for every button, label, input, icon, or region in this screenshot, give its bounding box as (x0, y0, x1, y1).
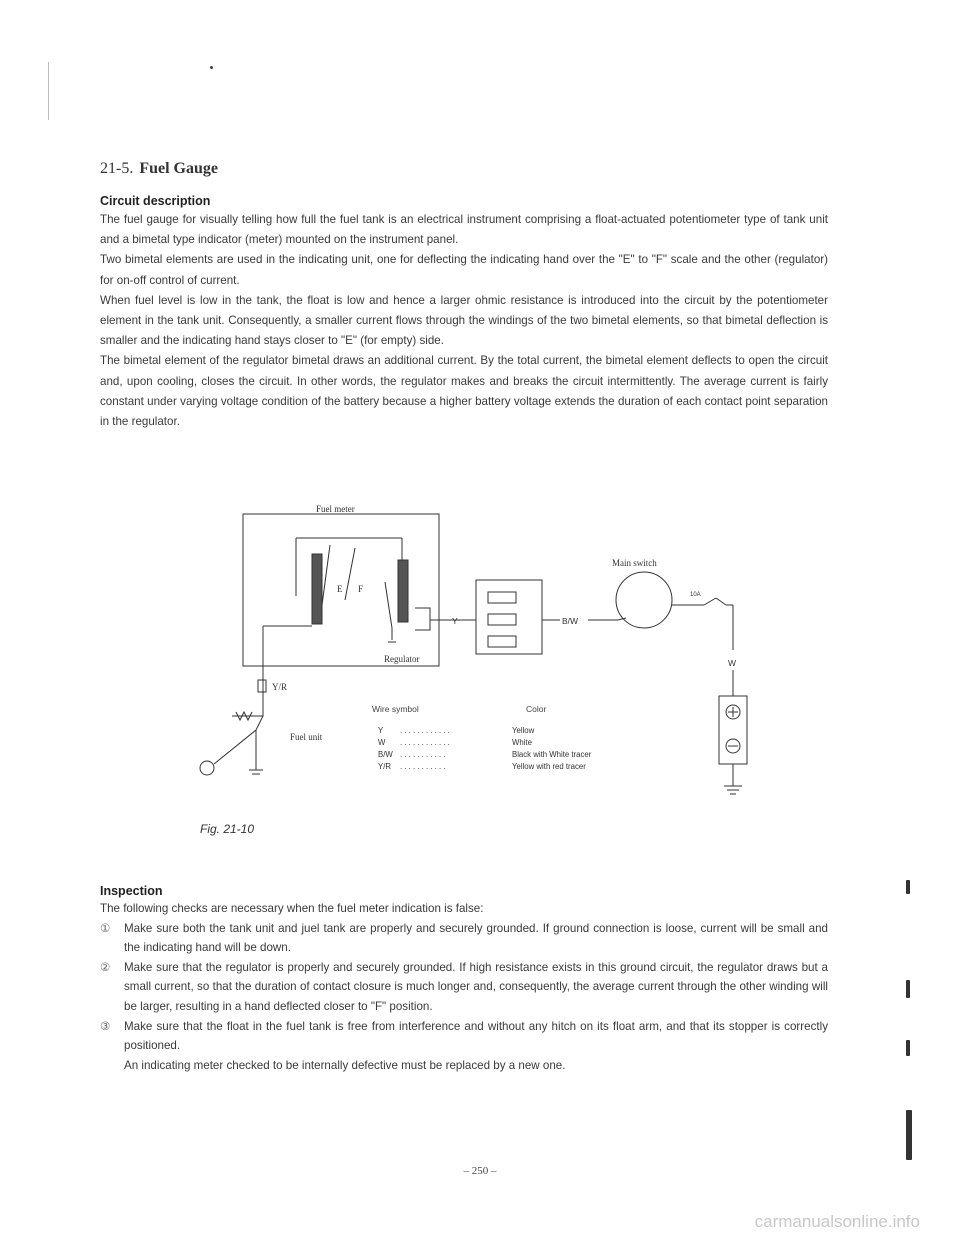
wire-w-label: W (728, 658, 737, 668)
legend-leader: . . . . . . . . . . . (400, 750, 446, 759)
inspection-body (100, 899, 828, 1075)
legend-color: Yellow (512, 726, 535, 735)
scale-f-label: F (358, 584, 364, 594)
item-text: Make sure both the tank unit and juel tank are properly and securely grounded. If ground connection is loose, current will be small and the indicating hand will be down. (124, 921, 828, 955)
main-switch-label: Main switch (612, 558, 657, 568)
regulator-label: Regulator (384, 654, 420, 664)
fuse-1 (488, 592, 516, 603)
item-text: Make sure that the float in the fuel tank is free from interference and without any hitch on its float arm, and that its stopper is correctly positioned. (124, 1019, 828, 1053)
legend-leader: . . . . . . . . . . . . (400, 726, 450, 735)
circuit-paragraph: When fuel level is low in the tank, the float is low and hence a larger ohmic resistance is introduced into the circuit by the potentiometer element in the tank unit. Consequently, a smaller current flows through the windings of the two bimetal elements, so that bimetal deflection is smaller and the indicating hand stays closer to "E" (for empty) side. (100, 293, 828, 348)
legend-leader: . . . . . . . . . . . (400, 762, 446, 771)
inspection-closing: An indicating meter checked to be internally defective must be replaced by a new one. (124, 1058, 566, 1072)
item-marker: ① (100, 921, 111, 935)
wire-bw-label: B/W (562, 616, 579, 626)
section-number: 21-5. (100, 160, 134, 177)
fuse-rating-label: 10A (690, 592, 701, 598)
legend-symbol: W (378, 738, 386, 747)
legend-leader: . . . . . . . . . . . . (400, 738, 450, 747)
circuit-paragraph: The bimetal element of the regulator bimetal draws an additional current. By the total current, the bimetal element deflects to open the circuit and, upon cooling, closes the circuit. In other words, the regulator makes and breaks the circuit intermittently. The average current is fairly constant under varying voltage condition of the battery because a higher battery voltage extends the duration of each contact point separation in the regulator. (100, 354, 828, 429)
inspection-item (100, 919, 828, 958)
legend-color: White (512, 738, 532, 747)
figure-caption: Fig. 21-10 (200, 822, 255, 836)
gauge-needle (322, 545, 330, 605)
fuel-meter-label: Fuel meter (316, 504, 355, 514)
fuse-2 (488, 614, 516, 625)
wire-yr-label: Y/R (272, 682, 288, 692)
item-marker: ③ (100, 1019, 111, 1033)
legend-header-symbol: Wire symbol (372, 704, 419, 714)
circuit-paragraph: Two bimetal elements are used in the indicating unit, one for deflecting the indicating hand over the "E" to "F" scale and the other (regulator) for on-off control of current. (100, 253, 828, 287)
inspection-intro: The following checks are necessary when the fuel meter indication is false: (100, 902, 484, 915)
gauge-bimetal-coil (312, 554, 322, 624)
legend-color: Black with White tracer (512, 750, 592, 759)
wire-y-label: Y (452, 616, 458, 626)
section-title-text: Fuel Gauge (139, 160, 218, 177)
fuel-float (200, 761, 214, 775)
circuit-description-heading: Circuit description (100, 194, 211, 208)
legend-symbol: B/W (378, 750, 393, 759)
fuse-box (476, 580, 542, 654)
battery (719, 696, 747, 764)
item-marker: ② (100, 960, 111, 974)
scan-edge-mark (906, 1110, 912, 1160)
item-text: Make sure that the regulator is properly and securely grounded. If high resistance exists in this ground circuit, the regulator draws but a small current, so that the duration of contact closure is much longer and, consequently, the average current through the other winding will be larger, resulting in a hand deflected closer to "F" position. (124, 960, 828, 1013)
scan-edge-mark (906, 1040, 910, 1056)
page-number: – 250 – (463, 1165, 497, 1177)
watermark-text: carmanualsonline.info (754, 1212, 920, 1231)
fuel-unit-label: Fuel unit (290, 732, 323, 742)
legend-header-color: Color (526, 704, 547, 714)
regulator-bimetal-coil (398, 560, 408, 622)
legend-symbol: Y (378, 726, 384, 735)
main-switch-circle (616, 572, 672, 628)
inspection-heading: Inspection (100, 884, 163, 898)
legend-symbol: Y/R (378, 762, 391, 771)
scale-e-label: E (337, 584, 343, 594)
scan-edge-mark (906, 980, 910, 998)
legend-color: Yellow with red tracer (512, 762, 586, 771)
inspection-item (100, 958, 828, 1017)
inspection-item (100, 1017, 828, 1056)
scan-edge-mark (906, 880, 910, 894)
circuit-paragraph: The fuel gauge for visually telling how full the fuel tank is an electrical instrument comprising a float-actuated potentiometer type of tank unit and a bimetal type indicator (meter) mounted on the instrument panel. (100, 213, 828, 247)
fuse-3 (488, 636, 516, 647)
